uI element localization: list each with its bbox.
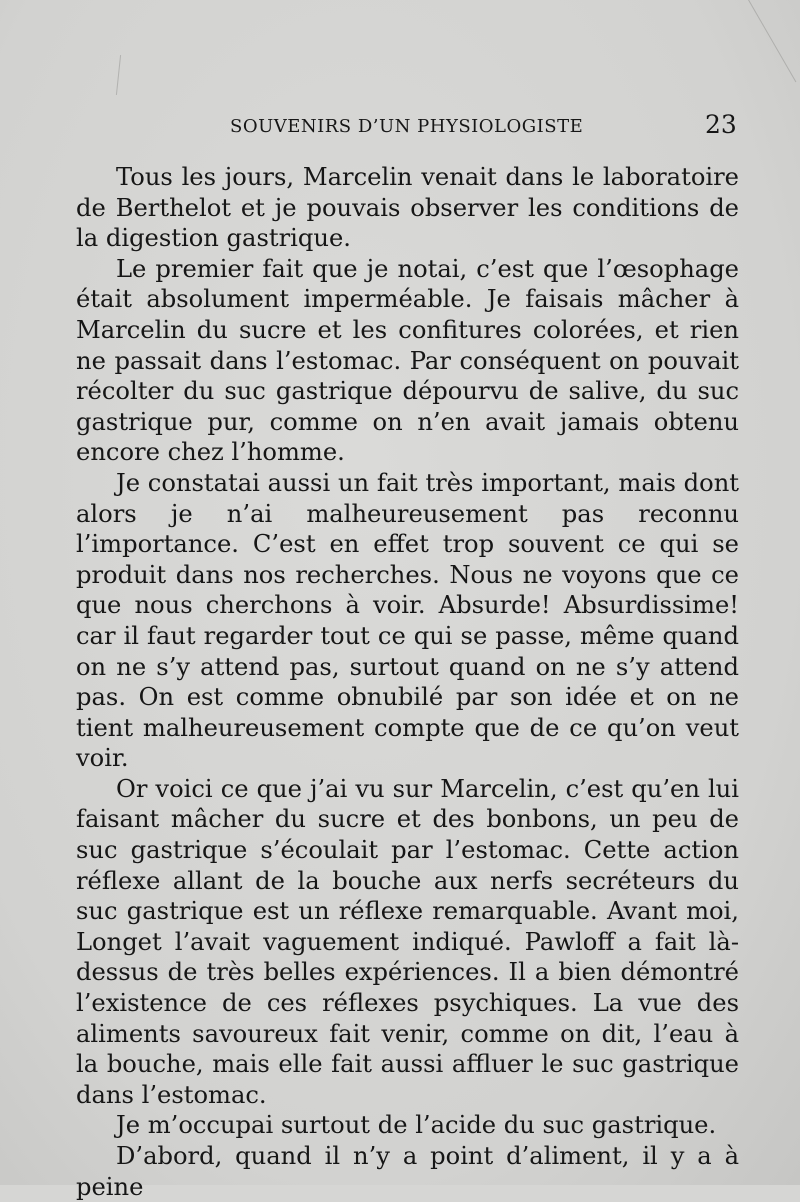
running-title: SOUVENIRS D’UN PHYSIOLOGISTE (230, 116, 584, 137)
paper-scratch (116, 55, 121, 95)
page-header (0, 110, 800, 142)
paragraph: Tous les jours, Marcelin venait dans le laboratoire de Berthelot et je pouvais observer les conditions de la digestion gastrique. (76, 163, 739, 253)
paragraph: Or voici ce que j’ai vu sur Marcelin, c’est qu’en lui faisant mâcher du sucre et des bonbons, un peu de suc gastrique s’écoulait par l’estomac. Cette action réflexe allant de la bouche aux nerfs secréteurs du suc gastrique est un réflexe remarquable. Avant moi, Longet l’avait vaguement indiqué. Pawloff a fait là-dessus de très belles expériences. Il a bien démontré l’existence de ces réflexes psychiques. La vue des aliments savoureux fait venir, comme on dit, l’eau à la bouche, mais elle fait aussi affluer le suc gastrique dans l’estomac. (76, 774, 739, 1109)
paragraph: Le premier fait que je notai, c’est que l’œsophage était absolument imperméable. Je faisais mâcher à Marcelin du sucre et les confitures colorées, et rien ne passait dans l’estomac. Par conséquent on pouvait récolter du suc gastrique dépourvu de salive, du suc gastrique pur, comme on n’en avait jamais obtenu encore chez l’homme. (76, 254, 739, 467)
paragraph: D’abord, quand il n’y a point d’aliment, il y a à peine (76, 1142, 739, 1201)
page-number: 23 (705, 110, 737, 139)
body-text (76, 162, 739, 1202)
page-edge-line (748, 0, 796, 82)
paragraph: Je constatai aussi un fait très important, mais dont alors je n’ai malheureusement pas reconnu l’importance. C’est en effet trop souvent ce qui se produit dans nos recherches. Nous ne voyons que ce que nous cherchons à voir. Absurde! Absurdissime! car il faut regarder tout ce qui se passe, même quand on ne s’y attend pas, surtout quand on ne s’y attend pas. On est comme obnubilé par son idée et on ne tient malheureusement compte que de ce qu’on veut voir. (76, 468, 739, 773)
paragraph: Je m’occupai surtout de l’acide du suc gastrique. (116, 1111, 717, 1140)
